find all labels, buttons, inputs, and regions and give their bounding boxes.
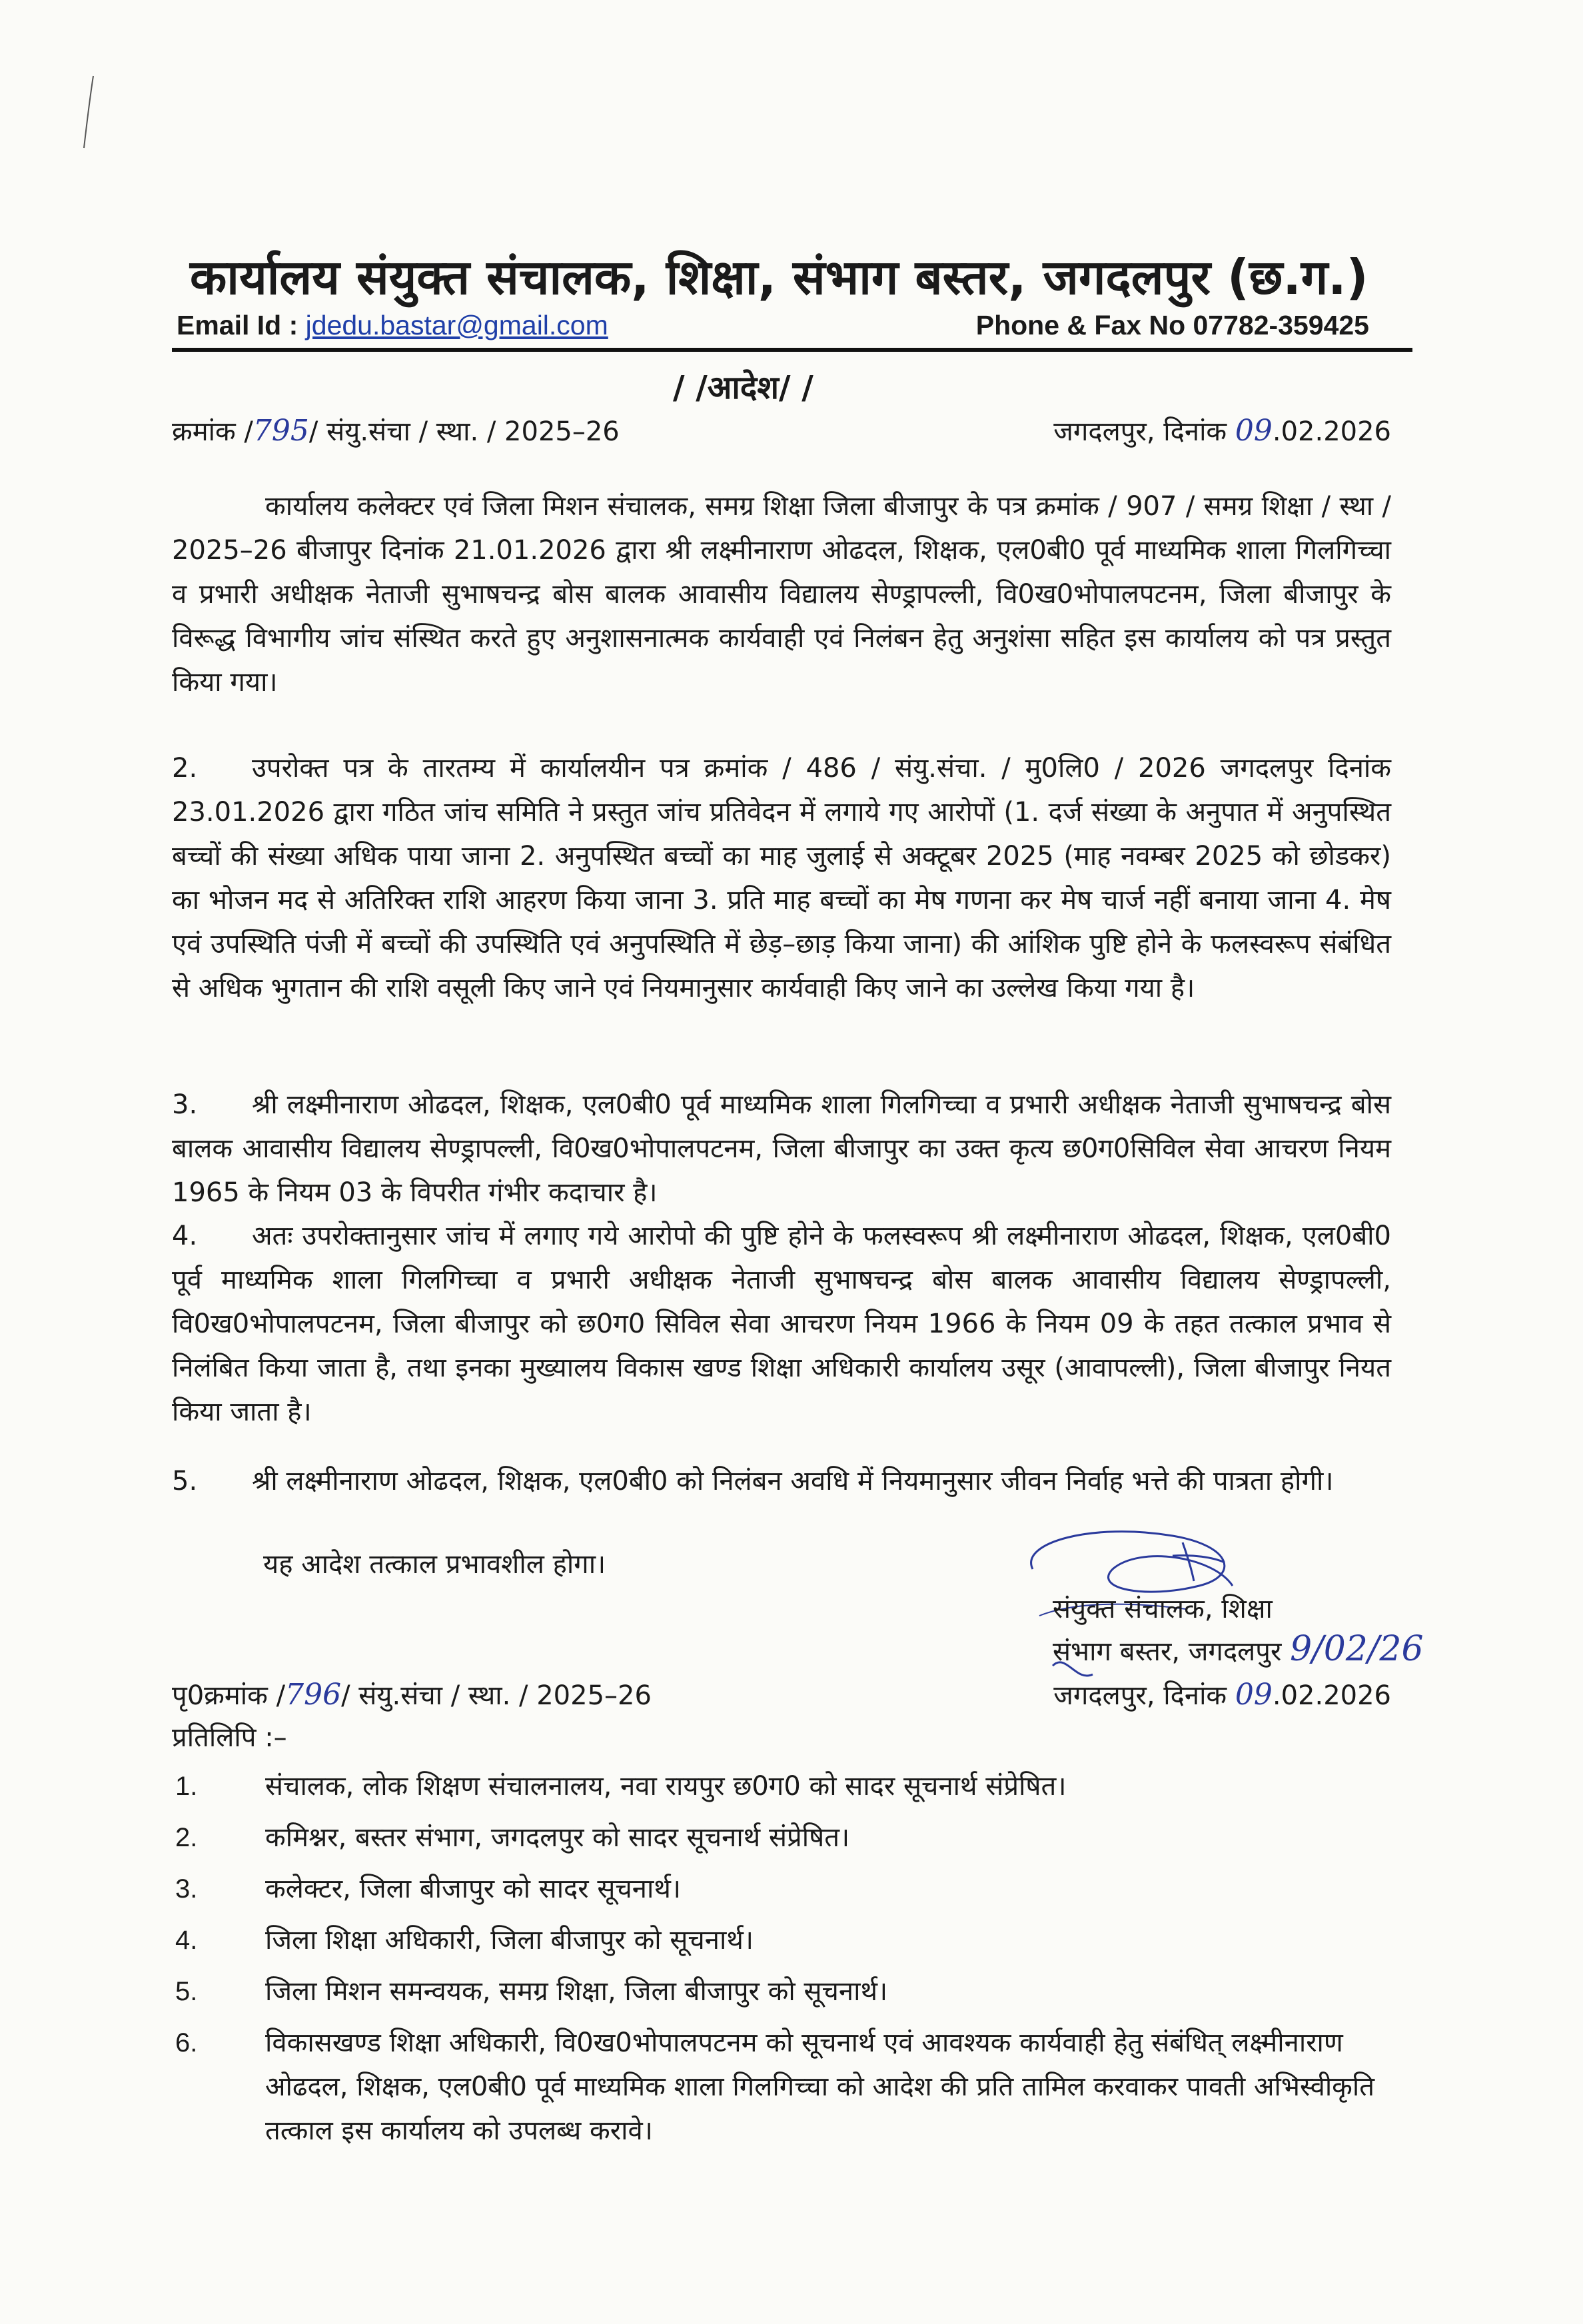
copy-item: 5. जिला मिशन समन्वयक, समग्र शिक्षा, जिला बीजापुर को सूचनार्थ। xyxy=(175,1976,888,2007)
handwritten-day: 09 xyxy=(1235,414,1273,448)
order-number: क्रमांक /795/ संयु.संचा / स्था. / 2025–26 xyxy=(172,414,620,448)
header-divider xyxy=(172,348,1412,352)
signatory-block xyxy=(1053,1589,1424,1672)
signatory-designation: संयुक्त संचालक, शिक्षा xyxy=(1053,1594,1273,1624)
copy-item: 4. जिला शिक्षा अधिकारी, जिला बीजापुर को सूचनार्थ। xyxy=(175,1925,754,1956)
endorsement-date: जगदलपुर, दिनांक 09.02.2026 xyxy=(1053,1678,1391,1712)
handwritten-endorsement-day: 09 xyxy=(1235,1678,1273,1712)
pencil-mark xyxy=(79,73,99,153)
handwritten-endorsement-number: 796 xyxy=(285,1678,342,1712)
copy-item: 2. कमिश्नर, बस्तर संभाग, जगदलपुर को सादर सूचनार्थ संप्रेषित। xyxy=(175,1822,850,1853)
copy-item: 6. विकासखण्ड शिक्षा अधिकारी, वि0ख0भोपालपटनम को सूचनार्थ एवं आवश्यक कार्यवाही हेतु संबंधित् लक्ष्मीनाराण ओढदल, शिक्षक, एल0बी0 पूर्व माध्यमिक शाला गिलगिच्चा को आदेश की प्रति तामिल करवाकर पावती अभिस्वीकृति तत्काल इस कार्यालय को उपलब्ध करावे। xyxy=(175,2028,1375,2146)
email-link[interactable]: jdedu.bastar@gmail.com xyxy=(305,310,608,340)
paragraph-1: कार्यालय कलेक्टर एवं जिला मिशन संचालक, समग्र शिक्षा जिला बीजापुर के पत्र क्रमांक / 907 / समग्र शिक्षा / स्था / 2025–26 बीजापुर दिनांक 21.01.2026 द्वारा श्री लक्ष्मीनाराण ओढदल, शिक्षक, एल0बी0 पूर्व माध्यमिक शाला गिलगिच्चा व प्रभारी अधीक्षक नेताजी सुभाषचन्द्र बोस बालक आवासीय विद्यालय सेण्ड्रापल्ली, वि0ख0भोपालपटनम, जिला बीजापुर के विरूद्ध विभागीय जांच संस्थित करते हुए अनुशासनात्मक कार्यवाही एवं निलंबन हेतु अनुशंसा सहित इस कार्यालय को पत्र प्रस्तुत किया गया। xyxy=(172,491,1391,698)
contact-row xyxy=(177,310,1369,343)
email-label: Email Id : xyxy=(177,310,306,340)
copy-list xyxy=(172,1764,1404,2160)
signatory-office: संभाग बस्तर, जगदलपुर 9/02/26 xyxy=(1053,1629,1424,1669)
paragraph-2: 2. उपरोक्त पत्र के तारतम्य में कार्यालयीन पत्र क्रमांक / 486 / संयु.संचा. / मु0लि0 / 2026 जगदलपुर दिनांक 23.01.2026 द्वारा गठित जांच समिति ने प्रस्तुत जांच प्रतिवेदन में लगाये गए आरोपों (1. दर्ज संख्या के अनुपात में अनुपस्थित बच्चों की संख्या अधिक पाया जाना 2. अनुपस्थित बच्चों का माह जुलाई से अक्टूबर 2025 (माह नवम्बर 2025 को छोडकर) का भोजन मद से अतिरिक्त राशि आहरण किया जाना 3. प्रति माह बच्चों का मेष गणना कर मेष चार्ज नहीं बनाया जाना 4. मेष एवं उपस्थिति पंजी में बच्चों की उपस्थिति एवं अनुपस्थिति में छेड़–छाड़ किया जाना) की आंशिक पुष्टि होने के फलस्वरूप संबंधित से अधिक भुगतान की राशि वसूली किए जाने एवं नियमानुसार कार्यवाही किए जाने का उल्लेख किया गया है। xyxy=(172,753,1391,1003)
office-title: कार्यालय संयुक्त संचालक, शिक्षा, संभाग बस्तर, जगदलपुर (छ.ग.) xyxy=(190,249,1368,305)
order-reference-row xyxy=(172,412,1391,452)
copy-item: 1. संचालक, लोक शिक्षण संचालनालय, नवा रायपुर छ0ग0 को सादर सूचनार्थ संप्रेषित। xyxy=(175,1771,1067,1802)
endorsement-number: पृ0क्रमांक /796/ संयु.संचा / स्था. / 2025–26 xyxy=(172,1678,652,1712)
order-heading: / /आदेश/ / xyxy=(673,369,813,406)
order-date: जगदलपुर, दिनांक 09.02.2026 xyxy=(1053,414,1391,448)
copy-item: 3. कलेक्टर, जिला बीजापुर को सादर सूचनार्थ। xyxy=(175,1874,682,1904)
email-line xyxy=(177,310,608,341)
handwritten-order-number: 795 xyxy=(253,414,309,448)
paragraph-5: 5. श्री लक्ष्मीनाराण ओढदल, शिक्षक, एल0बी0 को निलंबन अवधि में नियमानुसार जीवन निर्वाह भत्ते की पात्रता होगी। xyxy=(172,1466,1334,1496)
paragraph-4: 4. अतः उपरोक्तानुसार जांच में लगाए गये आरोपो की पुष्टि होने के फलस्वरूप श्री लक्ष्मीनाराण ओढदल, शिक्षक, एल0बी0 पूर्व माध्यमिक शाला गिलगिच्चा व प्रभारी अधीक्षक नेताजी सुभाषचन्द्र बोस बालक आवासीय विद्यालय सेण्ड्रापल्ली, वि0ख0भोपालपटनम, जिला बीजापुर को छ0ग0 सिविल सेवा आचरण नियम 1966 के नियम 09 के तहत तत्काल प्रभाव से निलंबित किया जाता है, तथा इनका मुख्यालय विकास खण्ड शिक्षा अधिकारी कार्यालय उसूर (आवापल्ली), जिला बीजापुर नियत किया जाता है। xyxy=(172,1221,1391,1427)
handwritten-sign-date: 9/02/26 xyxy=(1290,1629,1424,1669)
paragraph-3: 3. श्री लक्ष्मीनाराण ओढदल, शिक्षक, एल0बी0 पूर्व माध्यमिक शाला गिलगिच्चा व प्रभारी अधीक्षक नेताजी सुभाषचन्द्र बोस बालक आवासीय विद्यालय सेण्ड्रापल्ली, वि0ख0भोपालपटनम, जिला बीजापुर का उक्त कृत्य छ0ग0सिविल सेवा आचरण नियम 1965 के नियम 03 के विपरीत गंभीर कदाचार है। xyxy=(172,1089,1391,1208)
endorsement-reference-row xyxy=(172,1676,1391,1716)
effect-line: यह आदेश तत्काल प्रभावशील होगा। xyxy=(263,1549,606,1580)
copy-to-label: प्रतिलिपि :– xyxy=(172,1722,287,1753)
phone-fax: Phone & Fax No 07782-359425 xyxy=(975,310,1369,340)
